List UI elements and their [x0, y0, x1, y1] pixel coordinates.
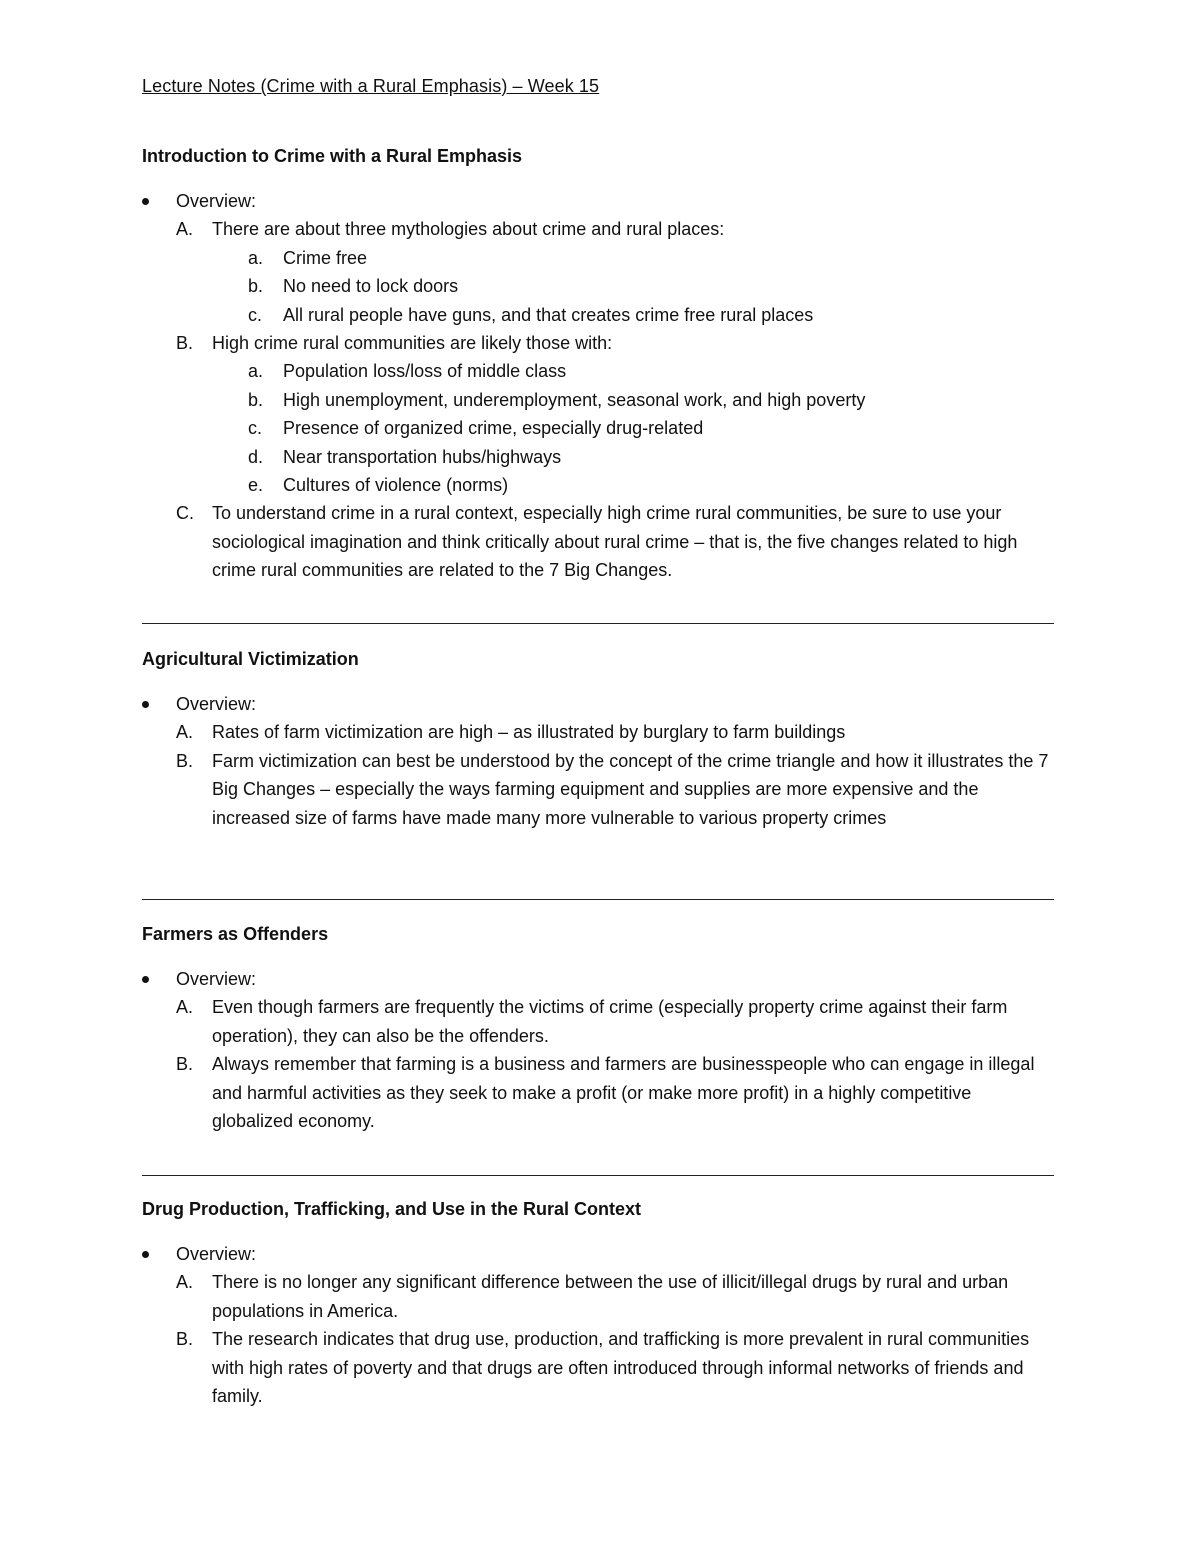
subitem-text: High unemployment, underemployment, seasonal work, and high poverty — [283, 389, 866, 410]
subitem-marker: e. — [248, 475, 264, 496]
item-text: Always remember that farming is a business and farmers are businesspeople who can engage in illegal and harmful activities as they seek to make a profit (or make more profit) in a highly competitive globalized economy. — [212, 1054, 1035, 1132]
section-agricultural-victimization — [142, 645, 1054, 832]
subitem-text: No need to lock doors — [283, 276, 459, 297]
item-marker: B. — [176, 1054, 194, 1075]
section-heading: Introduction to Crime with a Rural Emphasis — [142, 146, 523, 166]
item-text: Rates of farm victimization are high – as illustrated by burglary to farm buildings — [212, 722, 846, 743]
subitem-text: Presence of organized crime, especially drug-related — [283, 418, 704, 439]
list-item — [142, 499, 1054, 584]
subitem-text: All rural people have guns, and that creates crime free rural places — [283, 304, 814, 325]
section-divider — [142, 899, 1054, 900]
subitem-text: Near transportation hubs/highways — [283, 446, 562, 467]
item-text: There are about three mythologies about crime and rural places: — [212, 219, 725, 240]
list-item — [142, 329, 1054, 357]
item-marker: C. — [176, 503, 194, 524]
item-text: To understand crime in a rural context, especially high crime rural communities, be sure to use your sociological imagination and think critically about rural crime – that is, the five changes related to high crime rural communities are related to the 7 Big Changes. — [212, 503, 1018, 581]
overview-label: Overview: — [176, 1244, 257, 1264]
list-item — [142, 747, 1054, 832]
item-marker: A. — [176, 1272, 194, 1293]
section-introduction — [142, 142, 1054, 585]
bullet-icon — [142, 976, 149, 983]
section-heading: Drug Production, Trafficking, and Use in the Rural Context — [142, 1199, 642, 1219]
sub-list-item — [142, 272, 1054, 300]
item-marker: A. — [176, 722, 194, 743]
overview-bullet — [142, 187, 1054, 215]
sub-list-item — [142, 301, 1054, 329]
overview-bullet — [142, 1240, 1054, 1268]
subitem-marker: b. — [248, 389, 264, 410]
subitem-marker: c. — [248, 304, 263, 325]
item-text: Farm victimization can best be understood by the concept of the crime triangle and how it illustrates the 7 Big Changes – especially the ways farming equipment and supplies are more expensive and the increased size of farms have made many more vulnerable to various property crimes — [212, 750, 1049, 828]
sub-list-item — [142, 414, 1054, 442]
subitem-text: Crime free — [283, 247, 368, 268]
subitem-text: Cultures of violence (norms) — [283, 475, 509, 496]
list-item — [142, 1268, 1054, 1325]
item-text: The research indicates that drug use, production, and trafficking is more prevalent in rural communities with high rates of poverty and that drugs are often introduced through informal networks of friends and family. — [212, 1329, 1030, 1407]
subitem-marker: d. — [248, 446, 264, 467]
item-marker: B. — [176, 750, 194, 771]
overview-label: Overview: — [176, 191, 257, 211]
item-marker: A. — [176, 997, 194, 1018]
sub-list-item — [142, 386, 1054, 414]
overview-label: Overview: — [176, 969, 257, 989]
sub-list-item — [142, 471, 1054, 499]
list-item — [142, 215, 1054, 243]
sub-list-item — [142, 443, 1054, 471]
list-item — [142, 1050, 1054, 1135]
overview-bullet — [142, 965, 1054, 993]
list-item — [142, 1325, 1054, 1410]
subitem-text: Population loss/loss of middle class — [283, 361, 567, 382]
subitem-marker: a. — [248, 361, 264, 382]
subitem-marker: b. — [248, 276, 264, 297]
bullet-icon — [142, 198, 149, 205]
item-text: High crime rural communities are likely those with: — [212, 333, 613, 354]
bullet-icon — [142, 701, 149, 708]
item-marker: B. — [176, 333, 194, 354]
sub-list-item — [142, 357, 1054, 385]
list-item — [142, 993, 1054, 1050]
document-title: Lecture Notes (Crime with a Rural Emphasis) – Week 15 — [142, 76, 600, 96]
sub-list-item — [142, 244, 1054, 272]
section-heading: Agricultural Victimization — [142, 649, 359, 669]
item-text: There is no longer any significant difference between the use of illicit/illegal drugs by rural and urban populations in America. — [212, 1272, 1009, 1321]
subitem-marker: a. — [248, 247, 264, 268]
section-divider — [142, 1175, 1054, 1176]
subitem-marker: c. — [248, 418, 263, 439]
section-divider — [142, 623, 1054, 624]
item-marker: A. — [176, 219, 194, 240]
item-marker: B. — [176, 1329, 194, 1350]
overview-bullet — [142, 690, 1054, 718]
bullet-icon — [142, 1251, 149, 1258]
section-heading: Farmers as Offenders — [142, 924, 329, 944]
list-item — [142, 718, 1054, 746]
overview-label: Overview: — [176, 694, 257, 714]
item-text: Even though farmers are frequently the victims of crime (especially property crime against their farm operation), they can also be the offenders. — [212, 997, 1008, 1046]
section-drug-production — [142, 1195, 1054, 1410]
section-farmers-as-offenders — [142, 920, 1054, 1135]
